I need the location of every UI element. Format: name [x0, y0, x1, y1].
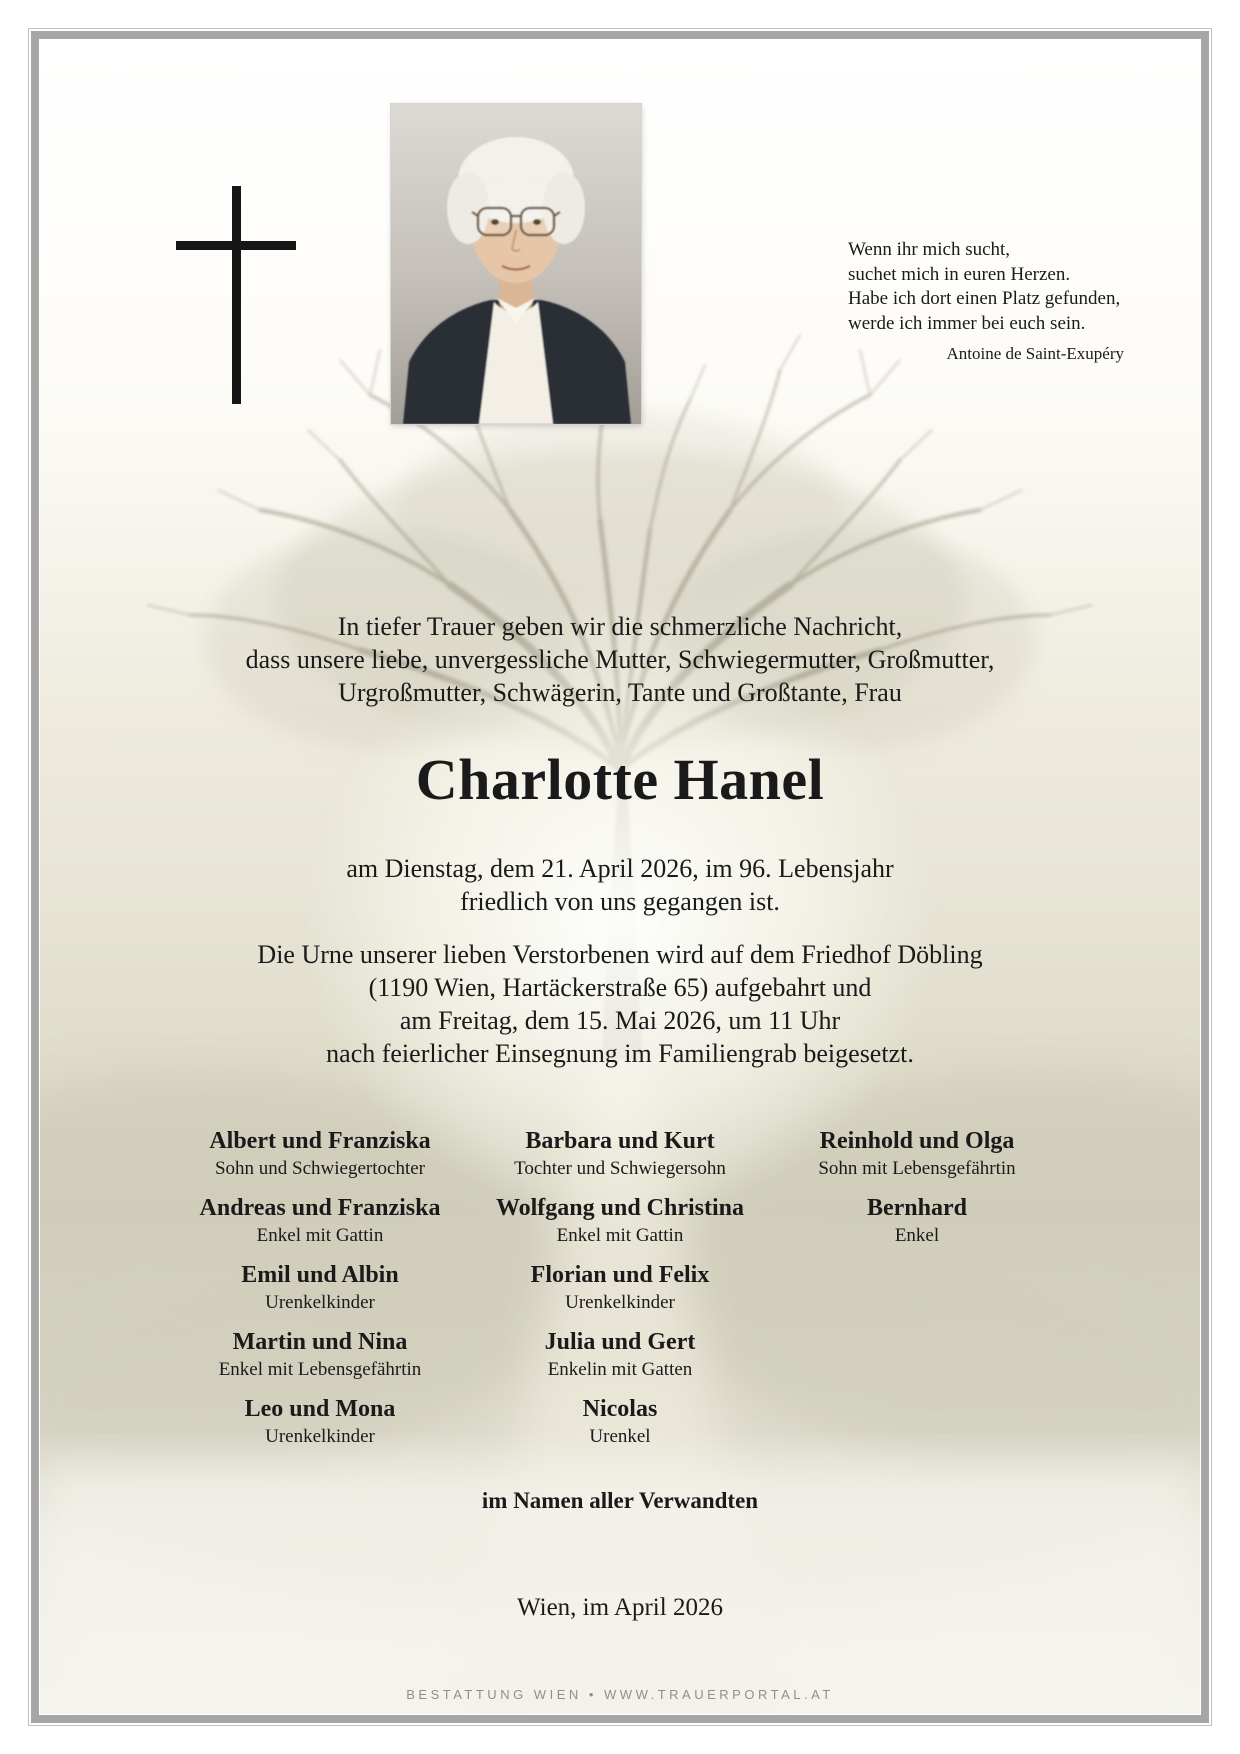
funeral-line: (1190 Wien, Hartäckerstraße 65) aufgebahrt und	[368, 973, 872, 1002]
mourner-relation: Enkel mit Gattin	[556, 1225, 684, 1246]
mourner-names: Emil und Albin	[241, 1262, 399, 1288]
cross-icon	[176, 186, 298, 406]
mourners-column-2	[450, 1126, 790, 1461]
mourner-entry	[150, 1193, 490, 1260]
mourner-names: Martin und Nina	[232, 1329, 408, 1355]
mourner-names: Florian und Felix	[530, 1262, 710, 1288]
mourner-names: Reinhold und Olga	[819, 1128, 1015, 1154]
quote-line: suchet mich in euren Herzen.	[848, 263, 1071, 285]
announcement-line: dass unsere liebe, unvergessliche Mutter, Schwiegermutter, Großmutter,	[245, 645, 995, 674]
mourner-relation: Tochter und Schwiegersohn	[514, 1158, 726, 1179]
mourner-entry	[450, 1126, 790, 1193]
mourner-entry	[150, 1394, 490, 1461]
mourner-names: Leo und Mona	[244, 1396, 396, 1422]
mourner-entry	[450, 1327, 790, 1394]
mourner-entry	[450, 1260, 790, 1327]
passing-line: am Dienstag, dem 21. April 2026, im 96. Lebensjahr	[346, 854, 894, 883]
quote-line: Wenn ihr mich sucht,	[848, 239, 1011, 260]
announcement-line: Urgroßmutter, Schwägerin, Tante und Großtante, Frau	[338, 678, 902, 707]
funeral-line: am Freitag, dem 15. Mai 2026, um 11 Uhr	[399, 1006, 841, 1035]
mourner-entry	[747, 1126, 1087, 1193]
mourner-relation: Enkelin mit Gatten	[547, 1359, 693, 1380]
mourner-relation: Sohn mit Lebensgefährtin	[818, 1158, 1016, 1179]
funeral-line: nach feierlicher Einsegnung im Familiengrab beigesetzt.	[326, 1039, 914, 1068]
mourner-entry	[747, 1193, 1087, 1260]
mourner-names: Wolfgang und Christina	[495, 1195, 745, 1221]
announcement-line: In tiefer Trauer geben wir die schmerzliche Nachricht,	[337, 612, 903, 641]
mourner-names: Bernhard	[866, 1195, 967, 1221]
passing-line: friedlich von uns gegangen ist.	[460, 887, 780, 916]
mourner-relation: Urenkelkinder	[265, 1292, 375, 1313]
mourner-relation: Enkel mit Lebensgefährtin	[218, 1359, 422, 1380]
mourner-relation: Urenkelkinder	[565, 1292, 675, 1313]
mourner-names: Julia und Gert	[544, 1329, 696, 1355]
funeral-line: Die Urne unserer lieben Verstorbenen wird auf dem Friedhof Döbling	[257, 940, 983, 969]
footer-text: BESTATTUNG WIEN • WWW.TRAUERPORTAL.AT	[406, 1687, 834, 1702]
mourner-relation: Enkel	[894, 1225, 940, 1246]
mourner-names: Nicolas	[582, 1396, 658, 1422]
mourner-entry	[150, 1327, 490, 1394]
mourner-entry	[150, 1126, 490, 1193]
portrait-photo	[391, 104, 641, 424]
mourner-relation: Sohn und Schwiegertochter	[214, 1158, 425, 1179]
funeral-info	[60, 938, 1180, 1070]
mourners-column-3	[747, 1126, 1087, 1260]
mourner-entry	[150, 1260, 490, 1327]
mourner-relation: Enkel mit Gattin	[256, 1225, 384, 1246]
mourner-entry	[450, 1193, 790, 1260]
mourner-names: Barbara und Kurt	[525, 1128, 715, 1154]
quote-line: werde ich immer bei euch sein.	[848, 312, 1086, 334]
announcement-text	[60, 610, 1180, 709]
quote-line: Habe ich dort einen Platz gefunden,	[848, 288, 1121, 309]
deceased-name: Charlotte Hanel	[415, 747, 825, 812]
passing-info	[60, 852, 1180, 918]
mourner-relation: Urenkel	[589, 1426, 651, 1447]
closing-line: im Namen aller Verwandten	[481, 1488, 759, 1513]
quote-block	[848, 238, 1124, 367]
quote-attribution: Antoine de Saint-Exupéry	[946, 344, 1124, 363]
place-date: Wien, im April 2026	[517, 1594, 723, 1621]
mourners-column-1	[150, 1126, 490, 1461]
mourner-names: Albert und Franziska	[209, 1128, 431, 1154]
mourner-entry	[450, 1394, 790, 1461]
mourner-relation: Urenkelkinder	[265, 1426, 375, 1447]
mourner-names: Andreas und Franziska	[199, 1195, 441, 1221]
